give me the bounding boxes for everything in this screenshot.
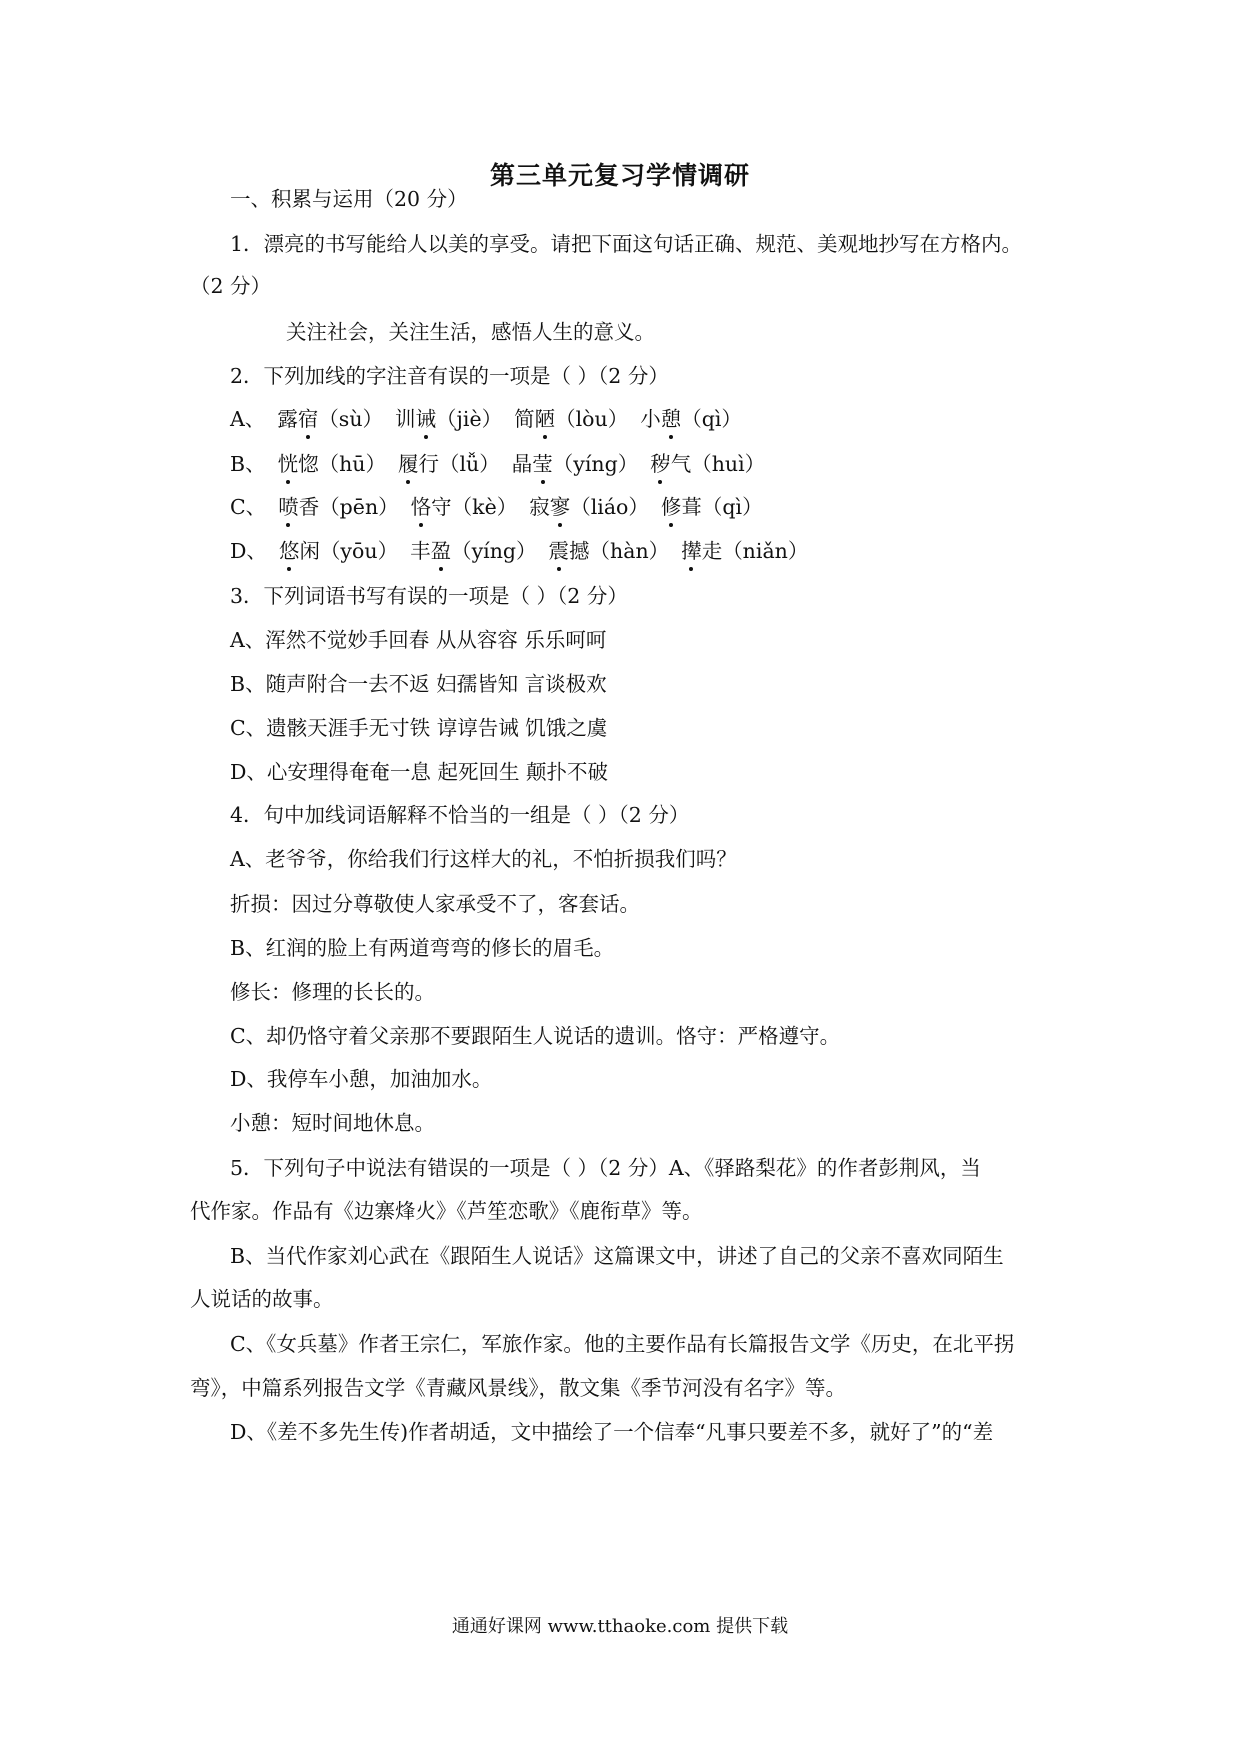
q2-option-d bbox=[230, 536, 808, 566]
dotted-character: 修 bbox=[661, 492, 682, 522]
dotted-character: 恪 bbox=[411, 492, 432, 522]
pinyin-reading: （qì） bbox=[681, 407, 742, 431]
pinyin-item: 晶莹（yíng） bbox=[512, 452, 638, 476]
q4-stem: 4．句中加线词语解释不恰当的一组是（ ）（2 分） bbox=[230, 803, 690, 827]
q4-option-b-explanation: 修长：修理的长长的。 bbox=[230, 980, 435, 1004]
q1-copy-sentence: 关注社会，关注生活，感悟人生的意义。 bbox=[286, 320, 655, 344]
pinyin-item: 寂寥（liáo） bbox=[529, 495, 649, 519]
pinyin-item: 喷香（pēn） bbox=[278, 495, 398, 519]
option-label: D、 bbox=[230, 539, 267, 563]
dotted-character: 陋 bbox=[535, 404, 556, 434]
q5-text-line2: 代作家。作品有《边寨烽火》《芦笙恋歌》《鹿衔草》等。 bbox=[190, 1199, 703, 1223]
dotted-character: 履 bbox=[398, 449, 419, 479]
q4-option-c: C、却仍恪守着父亲那不要跟陌生人说话的遗训。恪守：严格遵守。 bbox=[230, 1024, 841, 1048]
footer-credit: 通通好课网 www.tthaoke.com 提供下载 bbox=[451, 1616, 789, 1637]
pinyin-reading: （jiè） bbox=[436, 407, 503, 431]
q3-option-b: B、随声附合一去不返 妇孺皆知 言谈极欢 bbox=[230, 672, 607, 696]
pinyin-item: 恍惚（hū） bbox=[278, 452, 386, 476]
pinyin-reading: （yōu） bbox=[319, 539, 399, 563]
section-heading: 一、积累与运用（20 分） bbox=[230, 187, 468, 211]
pinyin-reading: （hàn） bbox=[589, 539, 670, 563]
page-title: 第三单元复习学情调研 bbox=[489, 161, 750, 190]
pinyin-item: 撵走（niǎn） bbox=[681, 539, 808, 563]
dotted-character: 盈 bbox=[431, 536, 452, 566]
pinyin-reading: （qì） bbox=[701, 495, 763, 519]
q2-option-c bbox=[230, 492, 763, 522]
q2-option-b bbox=[230, 449, 765, 479]
dotted-character: 撵 bbox=[681, 536, 702, 566]
pinyin-reading: （yíng） bbox=[451, 539, 537, 563]
dotted-character: 诫 bbox=[416, 404, 437, 434]
q5-option-d-line1: D、《差不多先生传)作者胡适，文中描绘了一个信奉“凡事只要差不多，就好了”的“差 bbox=[230, 1420, 994, 1444]
pinyin-item: 简陋（lòu） bbox=[514, 407, 628, 431]
dotted-character: 寥 bbox=[550, 492, 571, 522]
dotted-character: 秽 bbox=[650, 449, 671, 479]
pinyin-reading: （lǚ） bbox=[438, 452, 500, 476]
pinyin-item: 小憩（qì） bbox=[640, 407, 742, 431]
option-label: A、 bbox=[230, 407, 266, 431]
dotted-character: 宿 bbox=[298, 404, 319, 434]
pinyin-reading: （yíng） bbox=[552, 452, 639, 476]
pinyin-reading: （kè） bbox=[451, 495, 518, 519]
q3-option-c: C、遗骸天涯手无寸铁 谆谆告诫 饥饿之虞 bbox=[230, 716, 608, 740]
pinyin-reading: （pēn） bbox=[319, 495, 399, 519]
q2-option-a bbox=[230, 404, 742, 434]
q4-option-d: D、我停车小憩，加油加水。 bbox=[230, 1067, 493, 1091]
option-label: B、 bbox=[230, 452, 266, 476]
q5-option-c-line2: 弯》，中篇系列报告文学《青藏风景线》，散文集《季节河没有名字》等。 bbox=[190, 1376, 846, 1400]
pinyin-item: 履行（lǚ） bbox=[398, 452, 500, 476]
pinyin-item: 悠闲（yōu） bbox=[279, 539, 398, 563]
q3-option-d: D、心安理得奄奄一息 起死回生 颠扑不破 bbox=[230, 760, 608, 784]
q1-text: 1．漂亮的书写能给人以美的享受。请把下面这句话正确、规范、美观地抄写在方格内。 bbox=[230, 232, 1023, 256]
q4-option-d-explanation: 小憩：短时间地休息。 bbox=[230, 1111, 435, 1135]
pinyin-item: 秽气（huì） bbox=[650, 452, 765, 476]
dotted-character: 悠 bbox=[279, 536, 300, 566]
pinyin-reading: （liáo） bbox=[570, 495, 649, 519]
pinyin-item: 露宿（sù） bbox=[277, 407, 383, 431]
dotted-character: 喷 bbox=[278, 492, 299, 522]
q5-option-b-line2: 人说话的故事。 bbox=[190, 1287, 334, 1311]
q1-score: （2 分） bbox=[190, 274, 272, 298]
pinyin-reading: （lòu） bbox=[555, 407, 629, 431]
dotted-character: 莹 bbox=[532, 449, 553, 479]
pinyin-reading: （sù） bbox=[318, 407, 384, 431]
q3-stem: 3．下列词语书写有误的一项是（ ）（2 分） bbox=[230, 584, 628, 608]
q5-option-c-line1: C、《女兵墓》作者王宗仁，军旅作家。他的主要作品有长篇报告文学《历史，在北平拐 bbox=[230, 1332, 1015, 1356]
pinyin-item: 恪守（kè） bbox=[411, 495, 518, 519]
pinyin-reading: （niǎn） bbox=[722, 539, 809, 563]
pinyin-reading: （huì） bbox=[691, 452, 766, 476]
pinyin-reading: （hū） bbox=[318, 452, 386, 476]
q4-option-a-explanation: 折损：因过分尊敬使人家承受不了，客套话。 bbox=[230, 892, 640, 916]
option-label: C、 bbox=[230, 495, 267, 519]
q2-stem: 2．下列加线的字注音有误的一项是（ ）（2 分） bbox=[230, 364, 669, 388]
pinyin-item: 震撼（hàn） bbox=[549, 539, 670, 563]
pinyin-item: 修葺（qì） bbox=[661, 495, 763, 519]
dotted-character: 震 bbox=[549, 536, 570, 566]
dotted-character: 憩 bbox=[661, 404, 682, 434]
pinyin-item: 丰盈（yíng） bbox=[410, 539, 536, 563]
q5-text-line1: 5．下列句子中说法有错误的一项是（ ）（2 分）A、《驿路梨花》的作者彭荆风，当 bbox=[230, 1156, 981, 1180]
q4-option-b: B、红润的脸上有两道弯弯的修长的眉毛。 bbox=[230, 936, 615, 960]
q3-option-a: A、浑然不觉妙手回春 从从容容 乐乐呵呵 bbox=[230, 628, 607, 652]
dotted-character: 恍 bbox=[278, 449, 299, 479]
pinyin-item: 训诫（jiè） bbox=[395, 407, 502, 431]
q4-option-a: A、老爷爷，你给我们行这样大的礼，不怕折损我们吗？ bbox=[230, 847, 737, 871]
q5-option-b-line1: B、当代作家刘心武在《跟陌生人说话》这篇课文中，讲述了自己的父亲不喜欢同陌生 bbox=[230, 1244, 1004, 1268]
